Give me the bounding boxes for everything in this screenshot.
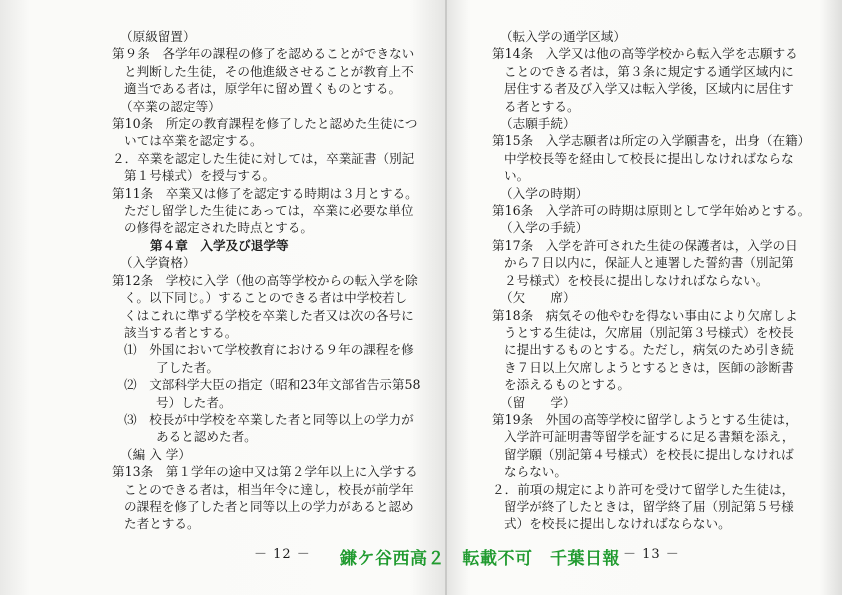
section-heading: （入学資格）	[120, 255, 196, 271]
text-line: た者とする。	[124, 516, 200, 532]
text-line: 第16条 入学許可の時期は原則として学年始めとする。	[492, 203, 811, 219]
section-heading: （入学の時期）	[500, 185, 589, 201]
text-line: 第12条 学校に入学（他の高等学校からの転入学を除	[112, 272, 418, 288]
text-line: 式）を校長に提出しなければならない。	[504, 516, 731, 532]
text-line: いては卒業を認定する。	[124, 133, 263, 149]
text-line: ２号様式）を校長に提出しなければならない。	[504, 272, 769, 288]
text-line: から７日以内に，保証人と連署した誓約書（別記第	[504, 255, 794, 271]
text-line: うとする生徒は，欠席届（別記第３号様式）を校長	[504, 324, 794, 340]
text-line: ⑴ 外国において学校教育における９年の課程を修	[124, 342, 414, 358]
text-line: 第11条 卒業又は修了を認定する時期は３月とする。	[112, 185, 418, 201]
text-line: 第15条 入学志願者は所定の入学願書を，出身（在籍）	[492, 133, 811, 149]
text-line: の課程を修了した者と同等以上の学力があると認め	[124, 498, 414, 514]
text-line: ２．前項の規定により許可を受けて留学した生徒は，	[492, 481, 795, 497]
text-line: 第10条 所定の教育課程を修了したと認めた生徒につ	[112, 116, 418, 132]
text-line: 留学が終了したときは，留学終了届（別記第５号様	[504, 498, 794, 514]
book-gutter	[445, 0, 447, 595]
section-heading: （原級留置）	[120, 29, 196, 44]
text-line: あると認めた者。	[156, 429, 257, 445]
text-line: 中学校長等を経由して校長に提出しなければならな	[504, 150, 794, 166]
text-line: の修得を認定された時点とする。	[124, 220, 313, 236]
text-line: い。	[504, 168, 530, 184]
text-line: ⑵ 文部科学大臣の指定（昭和23年文部省告示第58	[124, 377, 421, 393]
text-line: く。以下同じ。）することのできる者は中学校若し	[124, 290, 408, 306]
page-number-left: － 12 －	[254, 547, 311, 562]
text-line: 第13条 第１学年の途中又は第２学年以上に入学する	[112, 464, 418, 480]
right-page	[492, 28, 812, 533]
left-page	[112, 28, 430, 533]
text-line: ⑶ 校長が中学校を卒業した者と同等以上の学力が	[124, 411, 414, 427]
section-heading: （志願手続）	[500, 116, 576, 132]
text-line: 第９条 各学年の課程の修了を認めることができない	[112, 46, 415, 62]
text-line: 第17条 入学を許可された生徒の保護者は，入学の日	[492, 237, 798, 253]
section-heading: （編 入 学）	[120, 446, 191, 462]
text-line: る者とする。	[504, 98, 580, 114]
text-line: ただし留学した生徒にあっては，卒業に必要な単位	[124, 203, 414, 219]
text-line: くはこれに準ずる学校を卒業した者又は次の各号に	[124, 307, 414, 323]
text-line: 適当である者は，原学年に留め置くものとする。	[124, 81, 402, 97]
page-number-right: － 13 －	[623, 547, 680, 562]
text-line: 留学願（別記第４号様式）を校長に提出しなければ	[504, 446, 794, 462]
text-line: 号）した者。	[156, 394, 232, 410]
text-line: 第18条 病気その他やむを得ない事由により欠席しよ	[492, 307, 798, 323]
text-line: と判断した生徒，その他進級させることが教育上不	[124, 63, 414, 79]
text-line: 入学許可証明書等留学を証するに足る書類を添え，	[504, 429, 795, 445]
text-line: ことのできる者は，相当年令に達し，校長が前学年	[124, 481, 414, 497]
text-line: に提出するものとする。ただし，病気のため引き続	[504, 342, 794, 358]
text-line: 第１号様式）を授与する。	[124, 168, 276, 184]
chapter-heading: 第４章 入学及び退学等	[150, 237, 289, 253]
section-heading: （卒業の認定等）	[120, 98, 221, 114]
text-line: ことのできる者は，第３条に規定する通学区域内に	[504, 63, 794, 79]
section-heading: （留 学）	[500, 394, 576, 410]
watermark-text: 鎌ケ谷西高２ 転載不可 千葉日報	[340, 549, 620, 569]
text-line: 第14条 入学又は他の高等学校から転入学を志願する	[492, 46, 798, 62]
text-line: ２．卒業を認定した生徒に対しては，卒業証書（別記	[112, 150, 415, 166]
text-line: 第19条 外国の高等学校に留学しようとする生徒は，	[492, 411, 798, 427]
section-heading: （欠 席）	[500, 290, 576, 306]
section-heading: （転入学の通学区域）	[500, 29, 626, 44]
text-line: を添えるものとする。	[504, 377, 630, 393]
text-line: 居住する者及び入学又は転入学後，区域内に居住す	[504, 81, 794, 97]
text-line: ならない。	[504, 464, 567, 480]
section-heading: （入学の手続）	[500, 220, 589, 236]
text-line: き７日以上欠席しようとするときは，医師の診断書	[504, 359, 794, 375]
text-line: 了した者。	[156, 359, 219, 375]
text-line: 該当する者とする。	[124, 324, 238, 340]
